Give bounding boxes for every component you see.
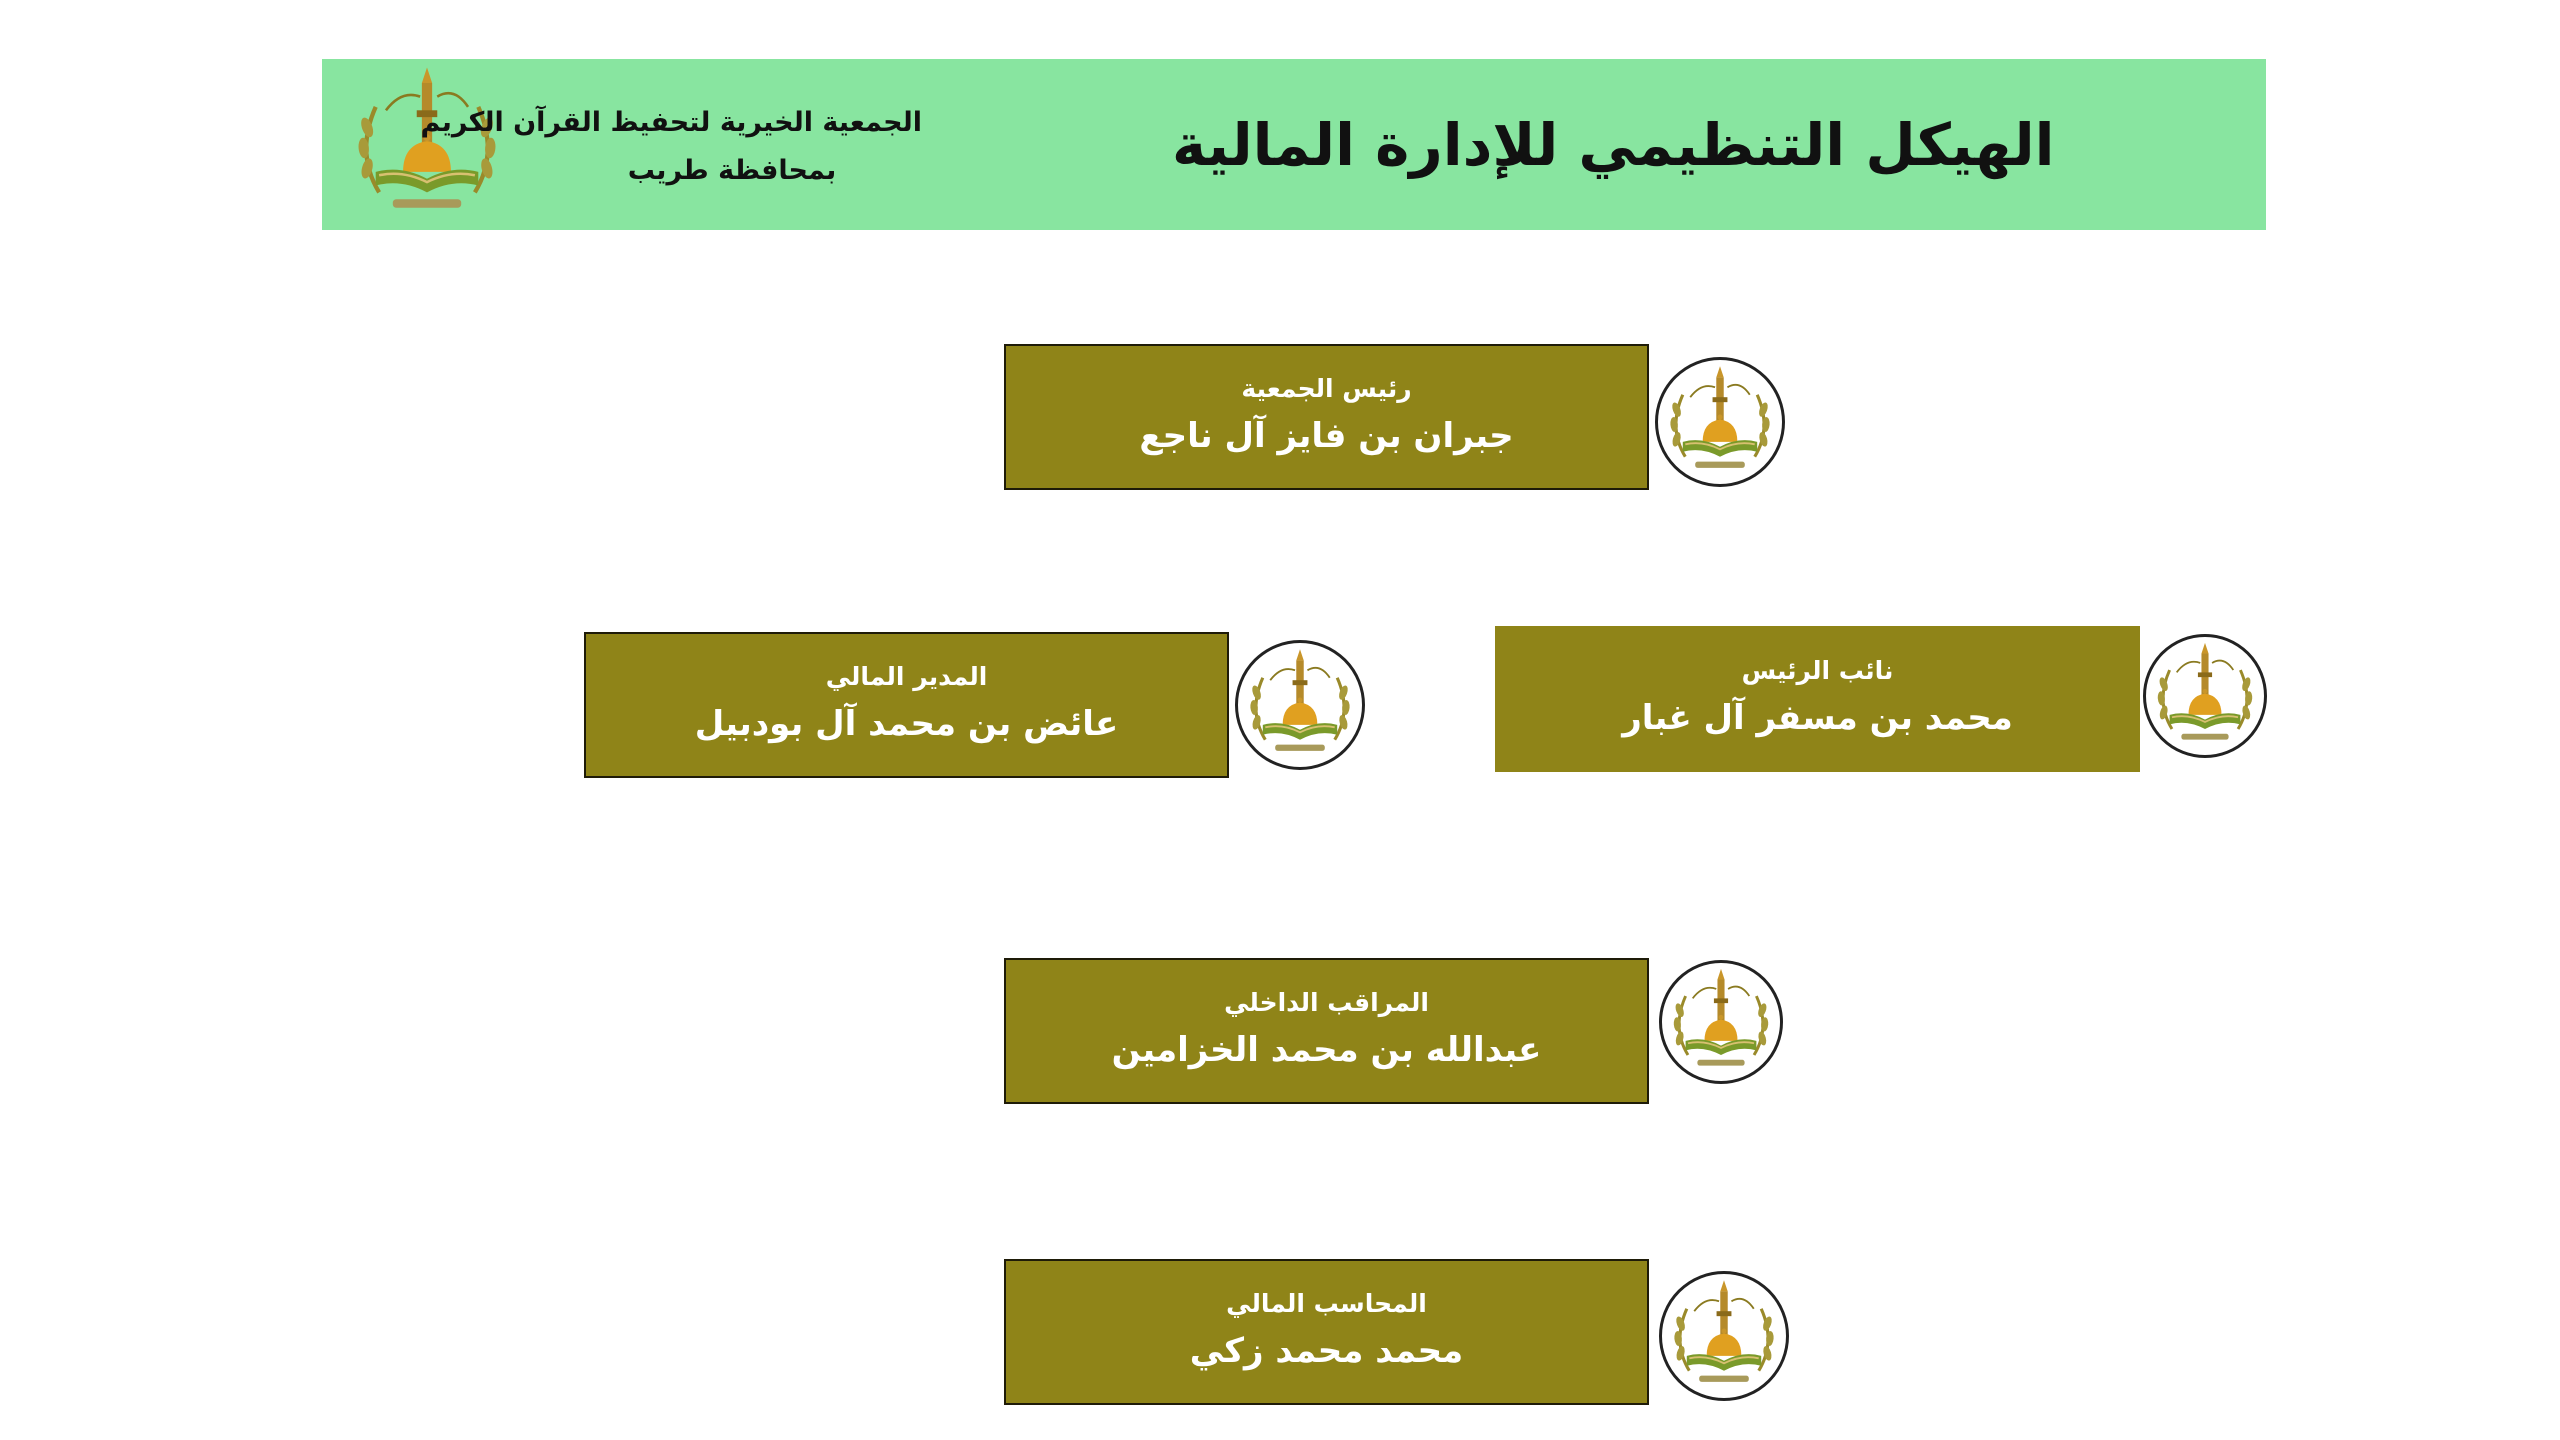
emblem-icon: [1659, 960, 1783, 1084]
member-role: المدير المالي: [825, 662, 988, 691]
member-role: نائب الرئيس: [1741, 656, 1894, 685]
member-box-vice-chairman: [1495, 626, 2140, 772]
organization-name: [420, 99, 922, 195]
header-banner: [322, 59, 2266, 230]
page-title: الهيكل التنظيمي للإدارة المالية: [1172, 110, 2055, 179]
member-box-accountant: [1004, 1259, 1649, 1405]
emblem-icon: [1235, 640, 1365, 770]
member-role: المراقب الداخلي: [1224, 988, 1429, 1017]
member-role: رئيس الجمعية: [1241, 374, 1412, 403]
member-box-chairman: [1004, 344, 1649, 490]
emblem-icon: [1659, 1271, 1789, 1401]
member-role: المحاسب المالي: [1226, 1289, 1427, 1318]
member-name: جبران بن فايز آل ناجع: [1139, 416, 1514, 456]
member-box-financial-director: [584, 632, 1229, 778]
emblem-icon: [1655, 357, 1785, 487]
org-name-line1: الجمعية الخيرية لتحفيظ القرآن الكريم: [420, 107, 922, 138]
member-name: عبدالله بن محمد الخزامين: [1111, 1030, 1542, 1070]
member-name: محمد بن مسفر آل غبار: [1622, 698, 2013, 738]
emblem-icon: [2143, 634, 2267, 758]
member-name: محمد محمد زكي: [1189, 1331, 1464, 1371]
org-name-line2: بمحافظة طريب: [627, 155, 837, 186]
member-box-internal-auditor: [1004, 958, 1649, 1104]
member-name: عائض بن محمد آل بودبيل: [694, 704, 1119, 744]
